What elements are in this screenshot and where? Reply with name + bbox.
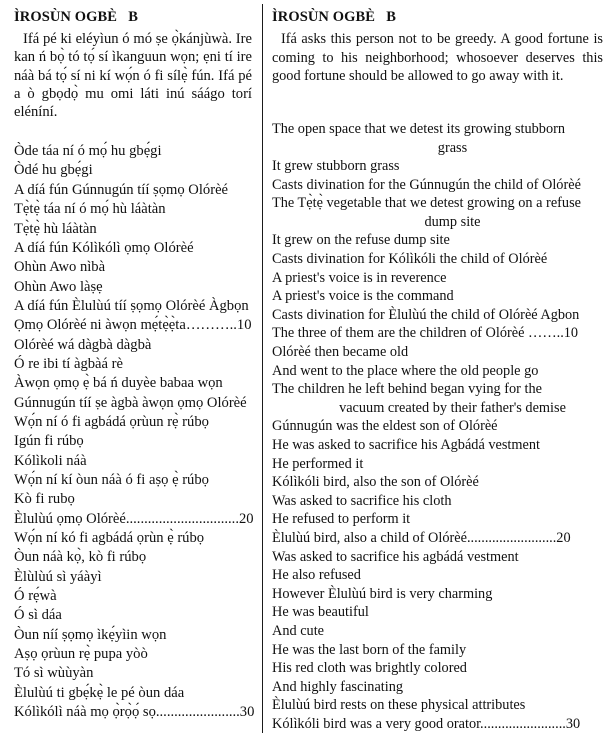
left-spacer <box>14 121 252 142</box>
verse-line: Òde táa ní ó mọ́ hu gbẹ́gi <box>14 143 162 160</box>
verse-line: Casts divination for Kólìkóli the child of Olórèé <box>272 251 548 268</box>
verse-line: Ó re ibi tí àgbàá rè <box>14 355 123 372</box>
left-column-yoruba <box>0 0 262 737</box>
verse-line: He was asked to sacrifice his Agbádá vestment <box>272 437 540 453</box>
verse-line: grass <box>437 139 468 156</box>
verse-line: He performed it <box>272 455 364 472</box>
verse-line: However Èlulùú bird is very charming <box>272 585 493 602</box>
verse-line: Tó sì wùùyàn <box>14 665 94 682</box>
verse-line: His red cloth was brightly colored <box>272 660 467 677</box>
right-column-english <box>263 0 609 737</box>
right-intro-paragraph: Ifá asks this person not to be greedy. A good fortune is coming to his neighborhood; whosoever deserves this good fortune should be allowed to go away with it. <box>272 31 603 85</box>
verse-line: Olórèé then became old <box>272 344 409 361</box>
verse-line: Was asked to sacrifice his agbádá vestment <box>272 548 519 565</box>
verse-line: Òdé hu gbẹ́gi <box>14 162 93 179</box>
verse-line: It grew stubborn grass <box>272 158 400 175</box>
left-verse-list <box>14 142 255 722</box>
verse-line: Wọ́n ní kí òun náà ó fi aṣọ ẹ̀ rúbọ <box>14 471 209 488</box>
verse-line: He was the last born of the family <box>272 641 467 658</box>
verse-line: A díá fún Èlulùú tíí ṣọmọ Olórèé Àgbọn <box>14 297 249 314</box>
verse-line: Èlulùú ti gbẹ́kẹ̀ le pé òun dáa <box>14 684 185 701</box>
verse-line: Casts divination for Èlulùú the child of Olórèé Agbon <box>272 306 580 323</box>
verse-line: Wọ́n ní kó fi agbádá ọrùn ẹ̀ rúbọ <box>14 530 205 547</box>
verse-line: He was beautiful <box>272 604 369 621</box>
verse-line: Ó sì dáa <box>14 607 62 624</box>
verse-line: And cute <box>272 622 325 639</box>
verse-line: Èlùlùú sì yáàyì <box>14 568 102 585</box>
verse-line: A díá fún Gúnnugún tíí ṣọmọ Olórèé <box>14 181 229 198</box>
verse-line: Wọ́n ní ó fi agbádá ọrùun rẹ̀ rúbọ <box>14 413 209 430</box>
verse-line: The three of them are the children of Olórèé ……..10 <box>272 325 579 342</box>
verse-line: Kólìkóli bird, also the son of Olórèé <box>272 474 479 491</box>
verse-line: Òun náà kọ̀, kò fi rúbọ <box>14 549 147 566</box>
verse-line: Èlulùú bird, also a child of Olórèé.........................20 <box>272 529 571 546</box>
verse-line: Igún fi rúbọ <box>14 433 84 450</box>
right-odu-heading: ÌROSÙN OGBÈ B <box>272 9 396 25</box>
verse-line: Ohùn Awo làṣẹ <box>14 278 103 295</box>
verse-line: Tẹ̀tẹ̀ táa ní ó mọ́ hù láàtàn <box>14 201 166 218</box>
verse-line: Èlulùú ọmọ Olórèé...............................20 <box>14 510 254 527</box>
verse-line: A priest's voice is the command <box>272 288 454 305</box>
verse-line: Kólìkóli bird was a very good orator........................30 <box>272 715 581 732</box>
verse-line: Ohùn Awo nìbà <box>14 259 106 276</box>
verse-line: It grew on the refuse dump site <box>272 232 450 249</box>
verse-line: A díá fún Kólìkólì ọmọ Olórèé <box>14 239 194 256</box>
verse-line: The Tẹ̀tẹ̀ vegetable that we detest growing on a refuse <box>272 195 581 212</box>
left-intro-paragraph: Ifá pé ki eléyìun ó mó ṣe ọ̀kánjùwà. Ire kan ń bọ̀ tó tọ́ sí ìkanguun wọn; ẹni tí ire náà bá tọ́ sí ni kí wọ́n ó fi sílẹ̀ fún. Ifá pé a ò gbọdọ̀ mu omi láti inú sáágo torí eléníní. <box>14 31 252 120</box>
verse-line: Ó rẹ́wà <box>14 588 57 605</box>
verse-line: dump site <box>424 213 481 230</box>
verse-line: Tẹ̀tẹ̀ hù láàtàn <box>14 220 97 237</box>
verse-line: He refused to perform it <box>272 511 411 528</box>
verse-line: Kólìkoli náà <box>14 452 87 469</box>
verse-line: Aṣọ ọrùun rẹ̀ pupa yòò <box>14 646 148 663</box>
verse-line: Olórèé wá dàgbà dàgbà <box>14 336 152 353</box>
verse-line: The open space that we detest its growing stubborn <box>272 120 566 137</box>
verse-line: Àwọn ọmọ ẹ̀ bá ń duyèe babaa wọn <box>14 375 223 392</box>
verse-line: The children he left behind began vying for the <box>272 381 542 398</box>
verse-line: Gúnnugún tíí ṣe àgbà àwọn ọmọ Olórèé <box>14 394 247 411</box>
verse-line: And highly fascinating <box>272 678 404 695</box>
verse-line: A priest's voice is in reverence <box>272 269 447 286</box>
verse-line: He also refused <box>272 567 361 584</box>
verse-line: Casts divination for the Gúnnugún the child of Olórèé <box>272 176 581 193</box>
verse-line: Èlulùú bird rests on these physical attributes <box>272 697 526 714</box>
verse-line: Was asked to sacrifice his cloth <box>272 492 452 509</box>
left-odu-heading: ÌROSÙN OGBÈ B <box>14 9 138 25</box>
verse-line: And went to the place where the old people go <box>272 362 539 379</box>
verse-line: Kò fi rubọ <box>14 491 75 508</box>
verse-line: Kólìkólì náà mọ ọ̀rọ̀ọ́ sọ.......................30 <box>14 704 255 721</box>
verse-line: Gúnnugún was the eldest son of Olórèé <box>272 418 498 435</box>
verse-line: Ọmọ Olórèé ni àwọn mẹ́tẹ̀ẹ̀ta………..10 <box>14 317 252 334</box>
right-verse-list <box>272 120 603 734</box>
verse-line: vacuum created by their father's demise <box>339 399 566 416</box>
verse-line: Òun níí ṣọmọ ìkẹ́yìin wọn <box>14 626 167 643</box>
right-spacer <box>272 86 603 120</box>
